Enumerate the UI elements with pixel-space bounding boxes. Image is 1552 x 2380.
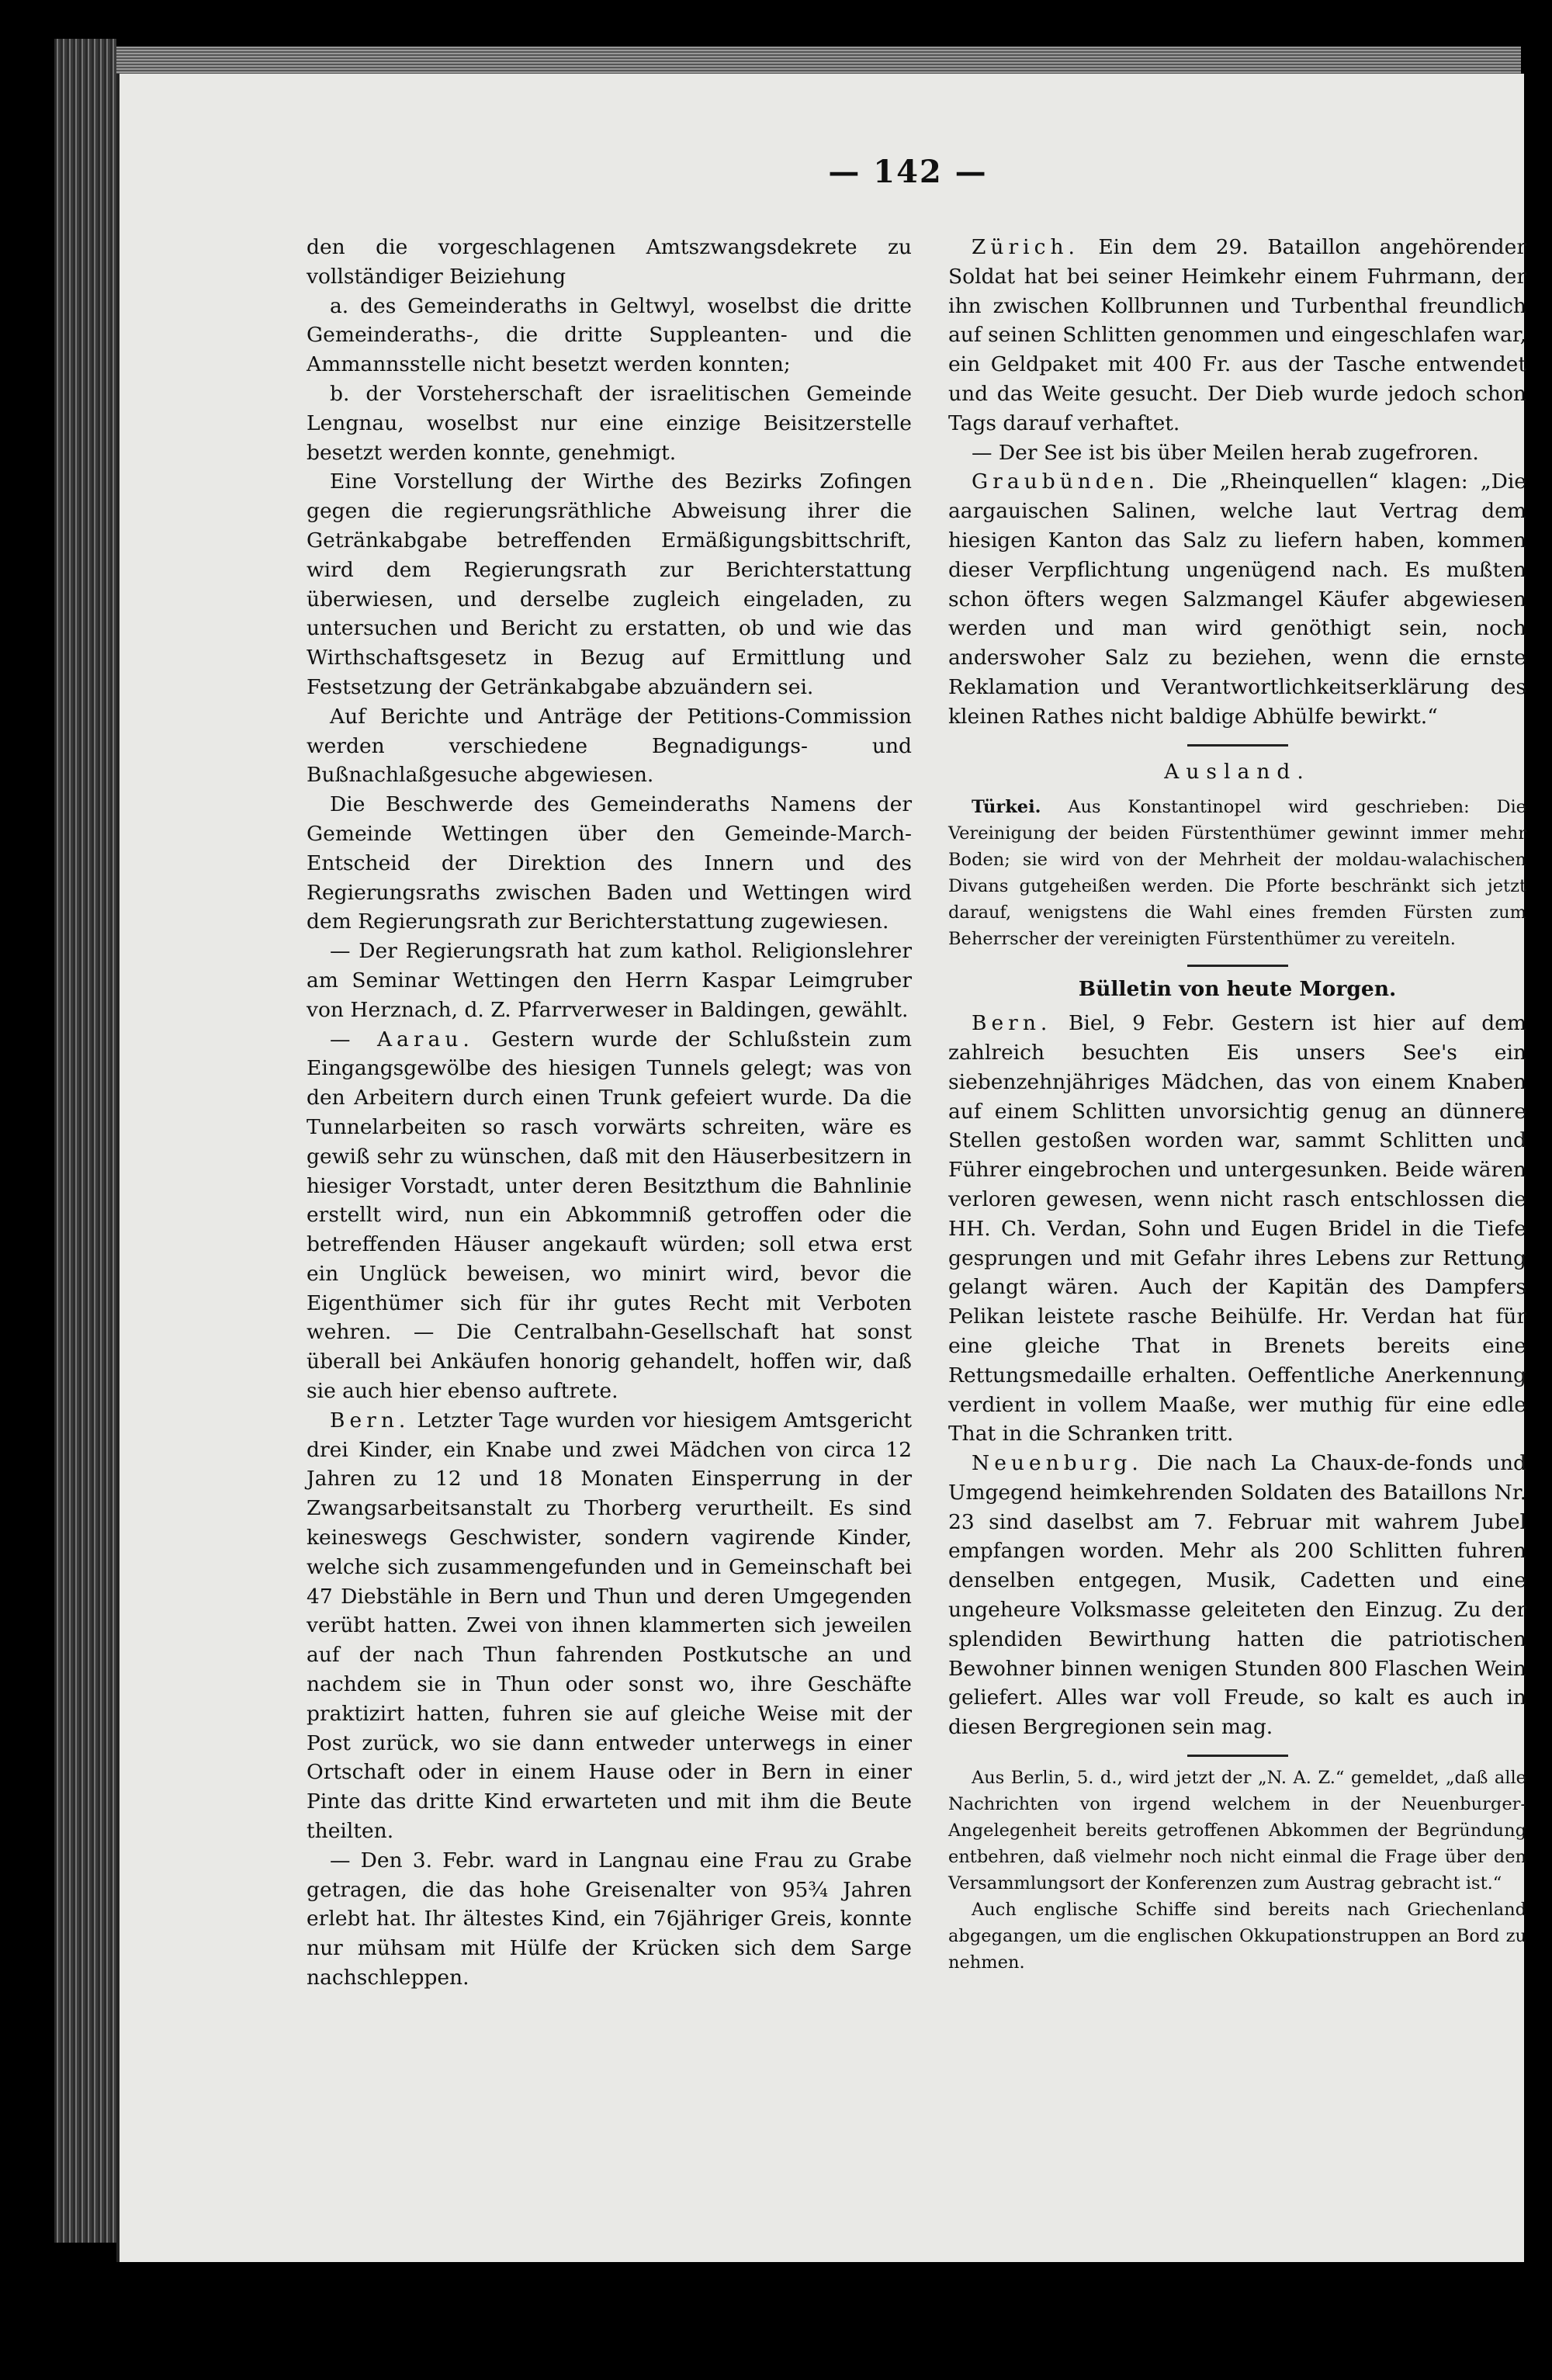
paragraph [948,1009,1526,1449]
book-top-edge [116,47,1521,78]
section-divider [1187,965,1288,967]
paragraph-text: Aus Konstantinopel wird geschrieben: Die Vereinigung der beiden Fürstenthümer gewinnt immer mehr Boden; sie wird von der Mehrheit der moldau-walachischen Divans gutgeheißen werden. Die Pforte beschränkt sich jetzt darauf, wenigstens die Wahl eines fremden Fürsten zum Beherrscher der vereinigten Fürstenthümer zu vereiteln. [948,797,1527,950]
paragraph: Auf Berichte und Anträge der Petitions-Commission werden verschiedene Begnadigungs- und Bußnachlaßgesuche abgewiesen. [307,704,912,788]
right-column [948,233,1526,1976]
section-divider [1187,744,1288,747]
paragraph: b. der Vorsteherschaft der israelitischen Gemeinde Lengnau, woselbst nur eine einzige Beisitzerstelle besetzt werden konnte, genehmigt. [307,381,912,465]
section-heading-ausland: Ausland. [1164,759,1311,784]
paragraph [948,233,1526,438]
paragraph-text: Ein dem 29. Bataillon angehörender Soldat hat bei seiner Heimkehr einem Fuhrmann, der ihn zwischen Kollbrunnen und Turbenthal freundlich auf seinen Schlitten genommen und eingeschlafen war, ein Geldpaket mit 400 Fr. aus der Tasche entwendet und das Weite gesucht. Der Dieb wurde jedoch schon Tags darauf verhaftet. [948,235,1526,435]
paragraph-text: Die nach La Chaux-de-fonds und Umgegend heimkehrenden Soldaten des Bataillons Nr. 23 sind daselbst am 7. Februar mit wahrem Jubel empfangen worden. Mehr als 200 Schlitten fuhren denselben entgegen, Musik, Cadetten und eine ungeheure Volksmasse geleiteten den Einzug. Zu der splendiden Bewirthung hatten die patriotischen Bewohner binnen wenigen Stunden 800 Flaschen Wein geliefert. Alles war voll Freude, so kalt es auch in diesen Bergregionen sein mag. [948,1451,1526,1740]
paragraph: Auch englische Schiffe sind bereits nach Griechenland abgegangen, um die englischen Okkupationstruppen an Bord zu nehmen. [948,1900,1526,1973]
paragraph: — Der Regierungsrath hat zum kathol. Religionslehrer am Seminar Wettingen den Herrn Kaspar Leimgruber von Herznach, d. Z. Pfarrverweser in Baldingen, gewählt. [307,939,912,1022]
book-spine-edge [54,39,116,2243]
paragraph: den die vorgeschlagenen Amtszwangsdekrete zu vollständiger Beiziehung [307,235,912,289]
section-heading-bulletin: Bülletin von heute Morgen. [1078,977,1397,1002]
paragraph-text: Gestern wurde der Schlußstein zum Eingangsgewölbe des hiesigen Tunnels gelegt; was von den Arbeitern durch einen Trunk gefeiert wurde. Da die Tunnelarbeiten so rasch vorwärts schreiten, wäre es gewiß sehr zu wünschen, daß mit den Häuserbesitzern in hiesiger Vorstadt, unter deren Besitzthum die Bahnlinie erstellt wird, nun ein Abkommniß getroffen oder die betreffenden Häuser angekauft würden; soll etwa erst ein Unglück beweisen, wo minirt wird, bevor die Eigenthümer sich für ihr gutes Recht mit Verboten wehren. — Die Centralbahn-Gesellschaft hat sonst überall bei Ankäufen honorig gehandelt, hoffen wir, daß sie auch hier ebenso auftrete. [307,1027,912,1404]
paragraph: — Der See ist bis über Meilen herab zugefroren. [972,440,1479,465]
section-divider [1187,1755,1288,1757]
paragraph [307,1406,912,1846]
paragraph-text: Letzter Tage wurden vor hiesigem Amtsgericht drei Kinder, ein Knabe und zwei Mädchen von circa 12 Jahren zu 12 und 18 Monaten Einsperrung in der Zwangsarbeitsanstalt zu Thorberg verurtheilt. Es sind keineswegs Geschwister, sondern vagirende Kinder, welche sich zusammengefunden und in Gemeinschaft bei 47 Diebstähle in Bern und Thun und deren Umgegenden verübt hatten. Zwei von ihnen klammerten sich jeweilen auf der nach Thun fahrenden Postkutsche an und nachdem sie in Thun oder sonst wo, ihre Geschäfte praktizirt hatten, fuhren sie auf gleiche Weise mit der Post zurück, wo sie dann entweder unterwegs in einer Ortschaft oder in einem Hause oder in Bern in einer Pinte das dritte Kind erwarteten und mit ihm die Beute theilten. [307,1408,912,1844]
paragraph [948,1449,1526,1742]
dateline-graubuenden: Graubünden. [972,469,1159,494]
dateline-bern: Bern. [972,1011,1052,1036]
paragraph: Eine Vorstellung der Wirthe des Bezirks Zofingen gegen die regierungsräthliche Abweisung ihrer die Getränkabgabe betreffenden Ermäßigungsbittschrift, wird dem Regierungsrath zur Berichterstattung überwiesen, und derselbe zugleich eingeladen, zu untersuchen und Bericht zu erstatten, ob und wie das Wirthschaftsgesetz in Bezug auf Ermittlung und Festsetzung der Getränkabgabe abzuändern sei. [307,469,912,699]
dateline-bern: Bern. [330,1408,411,1433]
paragraph [948,467,1526,731]
dateline-aarau: — Aarau. [330,1027,474,1051]
paragraph: a. des Gemeinderaths in Geltwyl, woselbst die dritte Gemeinderaths-, die dritte Suppleanten- und die Ammannsstelle nicht besetzt werden konnten; [307,293,912,377]
paragraph [307,1025,912,1406]
paragraph-text: Biel, 9 Febr. Gestern ist hier auf dem zahlreich besuchten Eis unsers See's ein siebenzehnjähriges Mädchen, das von einem Knaben auf einem Schlitten unvorsichtig genug an dünnere Stellen gestoßen worden war, sammt Schlitten und Führer eingebrochen und untergesunken. Beide wären verloren gewesen, wenn nicht rasch entschlossen die HH. Ch. Verdan, Sohn und Eugen Bridel in die Tiefe gesprungen und mit Gefahr ihres Lebens zur Rettung gelangt wären. Auch der Kapitän des Dampfers Pelikan leistete rasche Beihülfe. Hr. Verdan hat für eine gleiche That in Brenets bereits eine Rettungsmedaille erhalten. Oeffentliche Anerkennung verdient in vollem Maaße, wer muthig für eine edle That in die Schranken tritt. [948,1011,1526,1446]
paragraph-text: Die „Rheinquellen“ klagen: „Die aargauischen Salinen, welche laut Vertrag dem hiesigen Kanton das Salz zu liefern haben, kommen dieser Verpflichtung ungenügend nach. Es mußten schon öfters wegen Salzmangel Käufer abgewiesen werden und man wird genöthigt sein, noch anderswoher Salz zu beziehen, wenn die ernste Reklamation und Verantwortlichkeitserklärung des kleinen Rathes nicht baldige Abhülfe bewirkt.“ [948,469,1526,729]
dateline-zuerich: Zürich. [972,235,1079,259]
paragraph: — Den 3. Febr. ward in Langnau eine Frau zu Grabe getragen, die das hohe Greisenalter von 95¾ Jahren erlebt hat. Ihr ältestes Kind, ein 76jähriger Greis, konnte nur mühsam mit Hülfe der Krücken sich dem Sarge nachschleppen. [307,1848,912,1990]
paragraph: Die Beschwerde des Gemeinderaths Namens der Gemeinde Wettingen über den Gemeinde-March-Entscheid der Direktion des Innern und des Regierungsraths zwischen Baden und Wettingen wird dem Regierungsrath zur Berichterstattung zugewiesen. [307,792,912,934]
paragraph: Aus Berlin, 5. d., wird jetzt der „N. A. Z.“ gemeldet, „daß alle Nachrichten von irgend welchem in der Neuenburger-Angelegenheit bereits getroffenen Abkommen der Begründung entbehren, daß vielmehr noch nicht einmal die Frage über den Versammlungsort der Konferenzen zum Austrag gebracht ist.“ [948,1768,1526,1894]
page-number: — 142 — [828,154,988,190]
left-column [307,233,912,1993]
dateline-neuenburg: Neuenburg. [972,1451,1143,1476]
dateline-tuerkei: Türkei. [972,797,1041,818]
paragraph [948,794,1526,952]
